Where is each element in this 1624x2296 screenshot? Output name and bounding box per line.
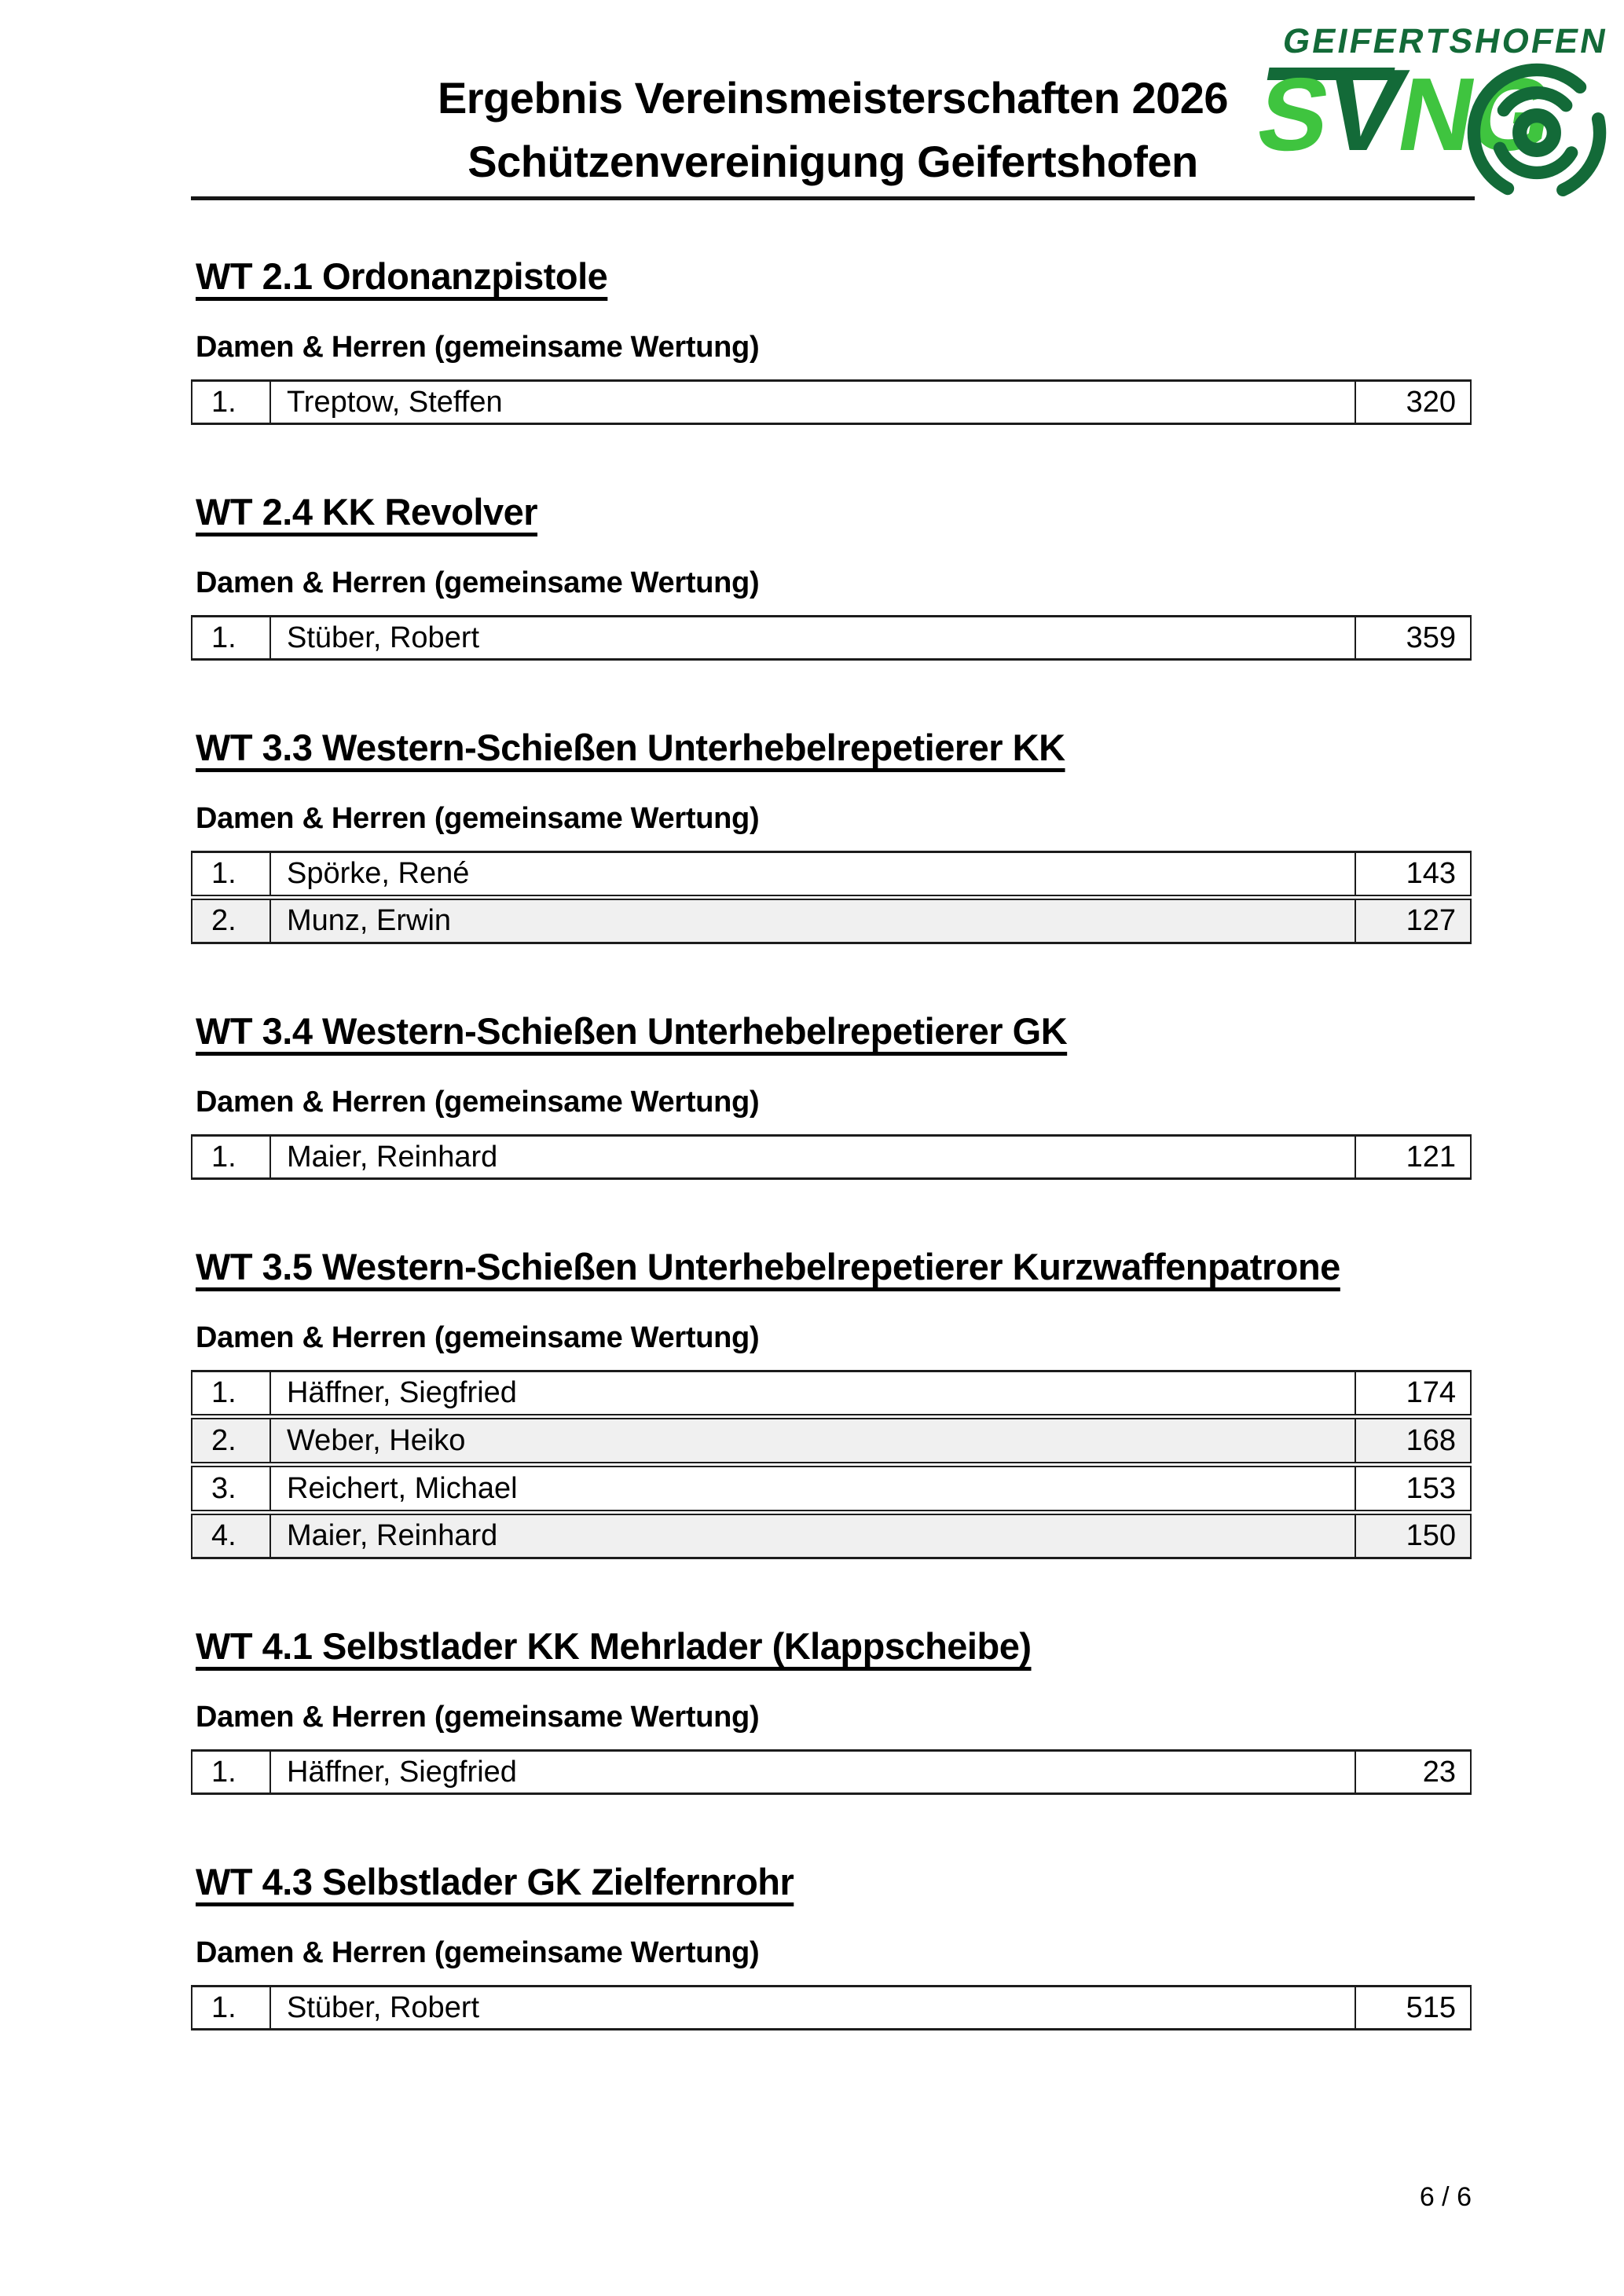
name-cell: Munz, Erwin [271,900,1356,942]
score-cell: 150 [1406,1519,1456,1552]
results-table [191,615,1472,661]
rank-cell: 2. [192,1419,271,1462]
rank-cell: 3. [192,1467,271,1510]
section-heading: WT 4.3 Selbstlader GK Zielfernrohr [196,1861,794,1902]
logo-letter-n: N [1389,57,1482,172]
name-cell: Häffner, Siegfried [271,1752,1356,1792]
score-cell: 153 [1406,1471,1456,1505]
name-cell: Maier, Reinhard [271,1137,1356,1177]
section-heading: WT 3.3 Western-Schießen Unterhebelrepetierer KK [196,727,1065,768]
name-cell: Stüber, Robert [271,617,1356,658]
score-cell: 359 [1406,621,1456,654]
score-cell: 23 [1422,1755,1456,1789]
name-cell: Stüber, Robert [271,1987,1356,2028]
table-row [191,1514,1472,1559]
rank-cell: 1. [192,617,271,658]
page-title-line1: Ergebnis Vereinsmeisterschaften 2026 [437,73,1229,123]
logo-letter-s: S [1249,57,1336,172]
results-table [191,1370,1472,1559]
rank-cell: 2. [192,900,271,942]
results-table [191,851,1472,944]
name-cell: Maier, Reinhard [271,1515,1356,1557]
table-row [191,1985,1472,2031]
table-row [191,1749,1472,1795]
name-cell: Treptow, Steffen [271,382,1356,423]
table-row [191,1370,1472,1415]
section-subheading: Damen & Herren (gemeinsame Wertung) [196,802,760,835]
section-subheading: Damen & Herren (gemeinsame Wertung) [196,566,760,599]
name-cell: Weber, Heiko [271,1419,1356,1462]
section-heading: WT 2.4 KK Revolver [196,491,538,533]
club-logo [1249,16,1615,204]
page-number: 6 / 6 [1419,2182,1472,2212]
table-row [191,1418,1472,1463]
table-row [191,1466,1472,1511]
score-cell: 168 [1406,1423,1456,1457]
result-section-wt-4-3 [191,1856,1475,2031]
result-section-wt-2-1 [191,251,1475,425]
result-section-wt-3-4 [191,1005,1475,1180]
table-row [191,851,1472,896]
section-subheading: Damen & Herren (gemeinsame Wertung) [196,1086,760,1119]
page-title-line2: Schützenvereinigung Geifertshofen [467,137,1198,186]
section-heading: WT 3.4 Western-Schießen Unterhebelrepetierer GK [196,1010,1068,1052]
results-table [191,1985,1472,2031]
target-icon [1465,61,1608,204]
rank-cell: 1. [192,382,271,423]
rank-cell: 1. [192,1372,271,1414]
section-subheading: Damen & Herren (gemeinsame Wertung) [196,1701,760,1734]
rank-cell: 1. [192,1137,271,1177]
table-row [191,1134,1472,1180]
score-cell: 121 [1406,1140,1456,1174]
result-section-wt-3-5 [191,1241,1475,1559]
rank-cell: 1. [192,1987,271,2028]
section-heading: WT 3.5 Western-Schießen Unterhebelrepetierer Kurzwaffenpatrone [196,1246,1340,1287]
section-heading: WT 2.1 Ordonanzpistole [196,255,608,297]
score-cell: 127 [1406,904,1456,937]
score-cell: 320 [1406,385,1456,419]
rank-cell: 1. [192,1752,271,1792]
name-cell: Spörke, René [271,853,1356,895]
rank-cell: 4. [192,1515,271,1557]
results-content [191,200,1475,2031]
score-cell: 143 [1406,857,1456,890]
section-subheading: Damen & Herren (gemeinsame Wertung) [196,331,760,364]
table-row [191,899,1472,944]
result-section-wt-3-3 [191,722,1475,944]
logo-wordmark: GEIFERTSHOFEN [1280,22,1611,60]
name-cell: Häffner, Siegfried [271,1372,1356,1414]
results-table [191,1134,1472,1180]
section-subheading: Damen & Herren (gemeinsame Wertung) [196,1936,760,1969]
section-heading: WT 4.1 Selbstlader KK Mehrlader (Klappscheibe) [196,1625,1032,1667]
logo-letter-g: G [1461,57,1560,172]
table-row [191,379,1472,425]
result-section-wt-4-1 [191,1620,1475,1795]
score-cell: 174 [1406,1376,1456,1409]
logo-letter-v: V [1314,46,1413,175]
result-section-wt-2-4 [191,486,1475,661]
section-subheading: Damen & Herren (gemeinsame Wertung) [196,1321,760,1354]
rank-cell: 1. [192,853,271,895]
results-table [191,379,1472,425]
name-cell: Reichert, Michael [271,1467,1356,1510]
score-cell: 515 [1406,1990,1456,2024]
results-table [191,1749,1472,1795]
table-row [191,615,1472,661]
